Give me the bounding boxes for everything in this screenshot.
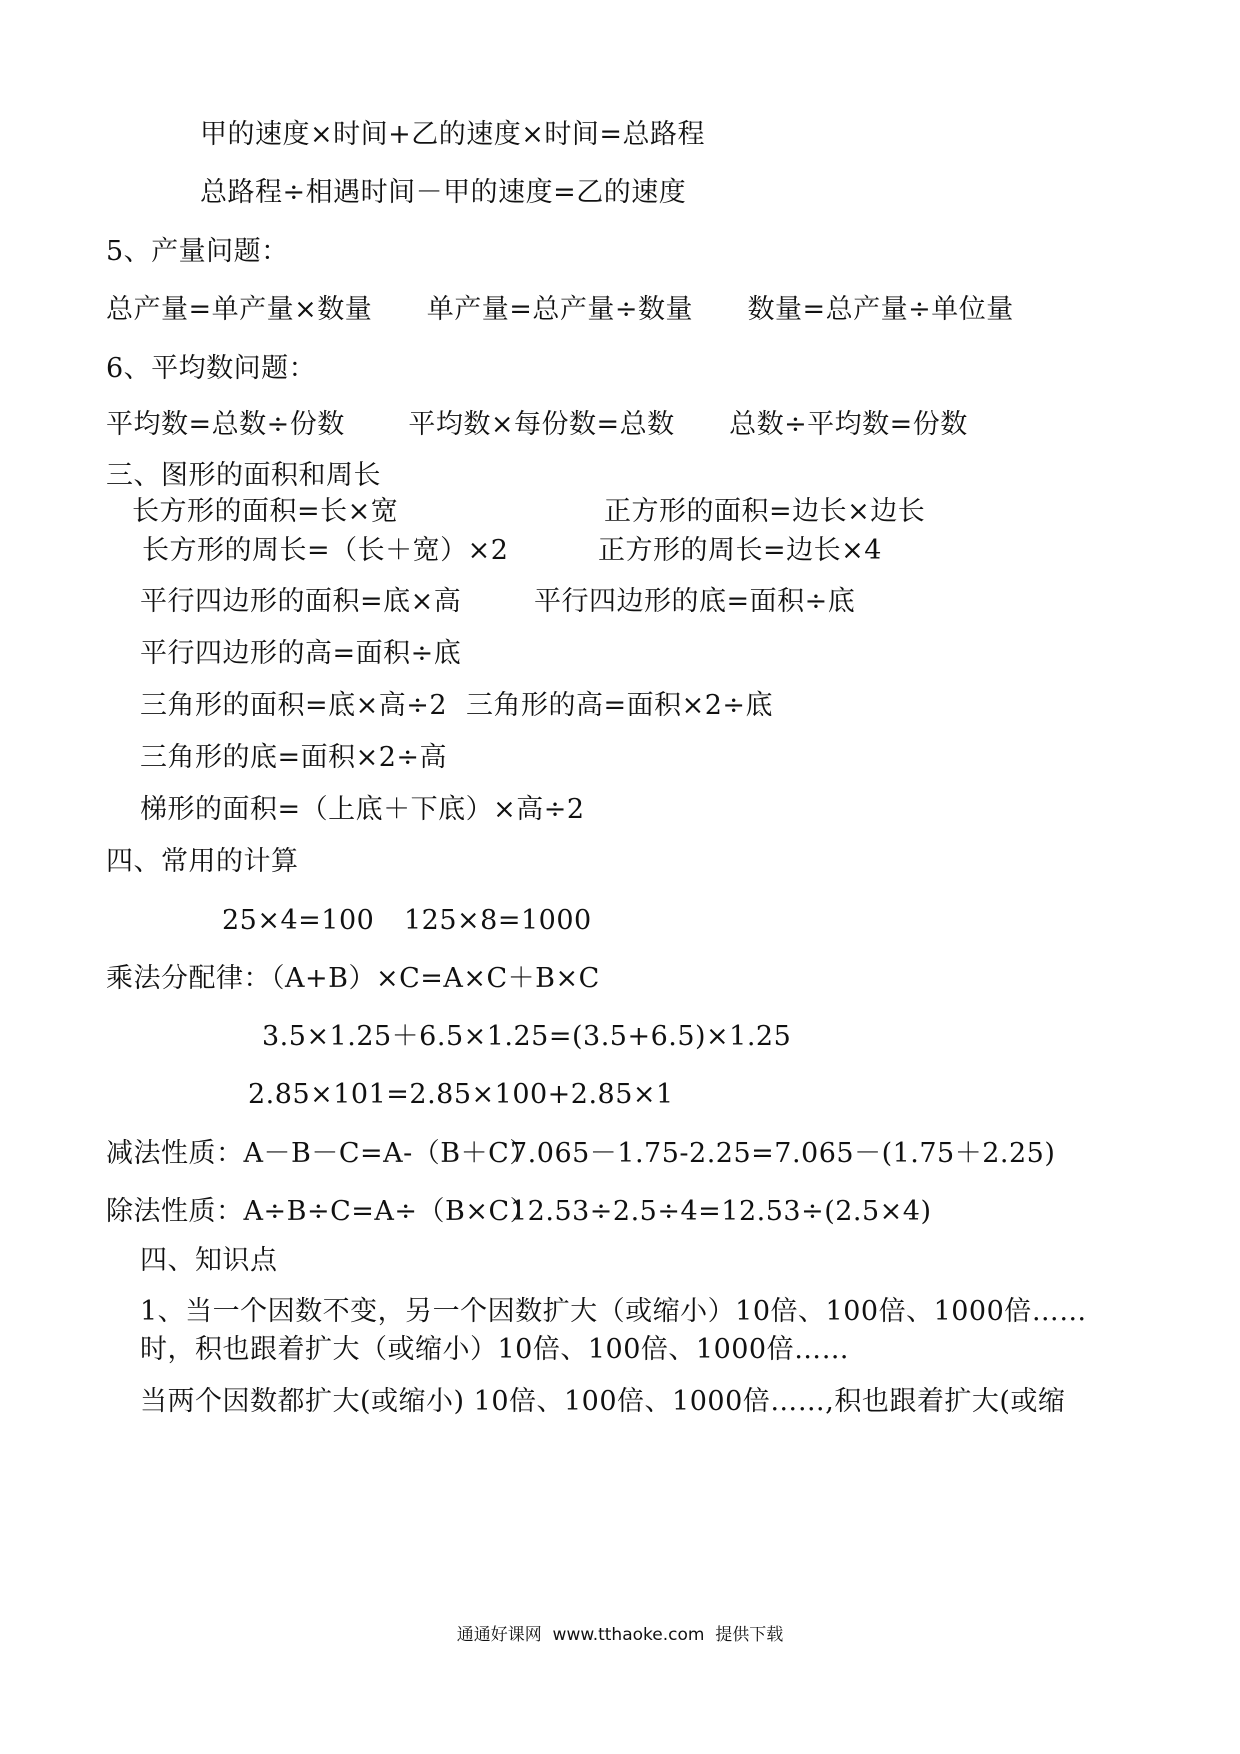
knowledge-point-2-line-1: 当两个因数都扩大(或缩小) 10倍、100倍、1000倍……,积也跟着扩大(或缩	[140, 1386, 1066, 1417]
knowledge-point-1-line-2: 时，积也跟着扩大（或缩小）10倍、100倍、1000倍……	[140, 1334, 850, 1365]
section-heading-knowledge-points: 四、知识点	[140, 1245, 278, 1276]
section-heading-production: 5、产量问题：	[106, 236, 289, 267]
formula-production: 总产量=单产量×数量 单产量=总产量÷数量 数量=总产量÷单位量	[106, 294, 1014, 325]
formula-trapezoid-area: 梯形的面积=（上底＋下底）×高÷2	[140, 794, 585, 825]
calc-25x4: 25×4=100	[222, 905, 375, 936]
example-division-property: 12.53÷2.5÷4=12.53÷(2.5×4)	[510, 1196, 932, 1227]
formula-parallelogram-height: 平行四边形的高=面积÷底	[140, 638, 462, 669]
formula-parallelogram-area: 平行四边形的面积=底×高	[140, 586, 462, 617]
knowledge-point-1-line-1: 1、当一个因数不变，另一个因数扩大（或缩小）10倍、100倍、1000倍……	[140, 1296, 1087, 1327]
footer-download-note: 通通好课网 www.tthaoke.com 提供下载	[456, 1625, 784, 1645]
formula-average: 平均数=总数÷份数 平均数×每份数=总数 总数÷平均数=份数	[106, 409, 968, 440]
formula-parallelogram-base: 平行四边形的底=面积÷底	[534, 586, 856, 617]
calc-125x8: 125×8=1000	[404, 905, 592, 936]
formula-triangle-height: 三角形的高=面积×2÷底	[466, 690, 774, 721]
rule-subtraction-property: 减法性质：A－B－C=A-（B＋C）	[106, 1138, 537, 1169]
rule-distributive: 乘法分配律：（A+B）×C=A×C＋B×C	[106, 963, 600, 994]
section-heading-common-calculations: 四、常用的计算	[106, 846, 299, 877]
formula-meeting-total-distance: 甲的速度×时间+乙的速度×时间=总路程	[200, 119, 705, 150]
formula-meeting-speed-b: 总路程÷相遇时间－甲的速度=乙的速度	[200, 177, 687, 208]
section-heading-average: 6、平均数问题：	[106, 353, 317, 384]
section-heading-area-perimeter: 三、图形的面积和周长	[106, 460, 381, 491]
formula-square-perimeter: 正方形的周长=边长×4	[598, 535, 882, 566]
formula-triangle-base: 三角形的底=面积×2÷高	[140, 742, 448, 773]
example-subtraction-property: 7.065－1.75-2.25=7.065－(1.75＋2.25)	[510, 1138, 1056, 1169]
example-distributive-1: 3.5×1.25＋6.5×1.25=(3.5+6.5)×1.25	[262, 1021, 792, 1052]
example-distributive-2: 2.85×101=2.85×100+2.85×1	[248, 1079, 674, 1110]
formula-square-area: 正方形的面积=边长×边长	[604, 496, 926, 527]
formula-rectangle-perimeter: 长方形的周长=（长＋宽）×2	[142, 535, 509, 566]
rule-division-property: 除法性质：A÷B÷C=A÷（B×C）	[106, 1196, 538, 1227]
formula-triangle-area: 三角形的面积=底×高÷2	[140, 690, 448, 721]
formula-rectangle-area: 长方形的面积=长×宽	[132, 496, 399, 527]
